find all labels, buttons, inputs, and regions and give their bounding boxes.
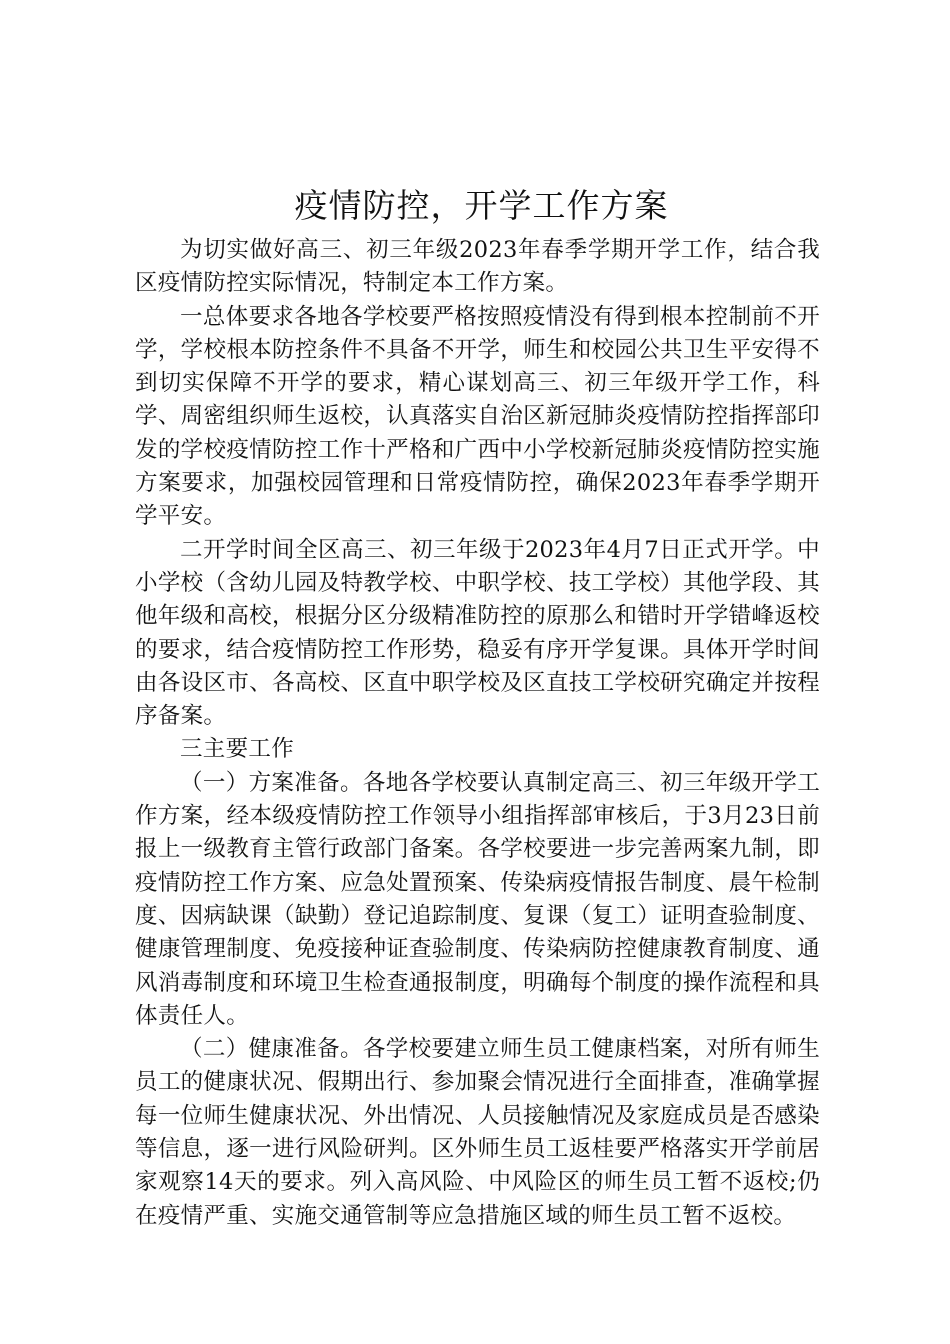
opening-time-paragraph: 二开学时间全区高三、初三年级于2023年4月7日正式开学。中小学校（含幼儿园及特教学校、中职学校、技工学校）其他学段、其他年级和高校，根据分区分级精准防控的原那么和错时开学错峰返校的要求，结合疫情防控工作形势，稳妥有序开学复课。具体开学时间由各设区市、各高校、区直中职学校及区直技工学校研究确定并按程序备案。 <box>135 536 820 730</box>
intro-paragraph: 为切实做好高三、初三年级2023年春季学期开学工作，结合我区疫情防控实际情况，特制定本工作方案。 <box>135 237 820 297</box>
plan-preparation-paragraph: （一）方案准备。各地各学校要认真制定高三、初三年级开学工作方案，经本级疫情防控工作领导小组指挥部审核后，于3月23日前报上一级教育主管行政部门备案。各学校要进一步完善两案九制，即疫情防控工作方案、应急处置预案、传染病疫情报告制度、晨午检制度、因病缺课（缺勤）登记追踪制度、复课（复工）证明查验制度、健康管理制度、免疫接种证查验制度、传染病防控健康教育制度、通风消毒制度和环境卫生检查通报制度，明确每个制度的操作流程和具体责任人。 <box>135 769 820 1029</box>
general-requirements-paragraph: 一总体要求各地各学校要严格按照疫情没有得到根本控制前不开学，学校根本防控条件不具备不开学，师生和校园公共卫生平安得不到切实保障不开学的要求，精心谋划高三、初三年级开学工作，科学、周密组织师生返校，认真落实自治区新冠肺炎疫情防控指挥部印发的学校疫情防控工作十严格和广西中小学校新冠肺炎疫情防控实施方案要求，加强校园管理和日常疫情防控，确保2023年春季学期开学平安。 <box>135 303 820 530</box>
document-title: 疫情防控，开学工作方案 <box>294 186 669 225</box>
health-preparation-paragraph: （二）健康准备。各学校要建立师生员工健康档案，对所有师生员工的健康状况、假期出行、参加聚会情况进行全面排查，准确掌握每一位师生健康状况、外出情况、人员接触情况及家庭成员是否感染等信息，逐一进行风险研判。区外师生员工返桂要严格落实开学前居家观察14天的要求。列入高风险、中风险区的师生员工暂不返校;仍在疫情严重、实施交通管制等应急措施区域的师生员工暂不返校。 <box>135 1036 820 1229</box>
main-work-heading: 三主要工作 <box>180 736 295 763</box>
document-page <box>135 178 820 1233</box>
